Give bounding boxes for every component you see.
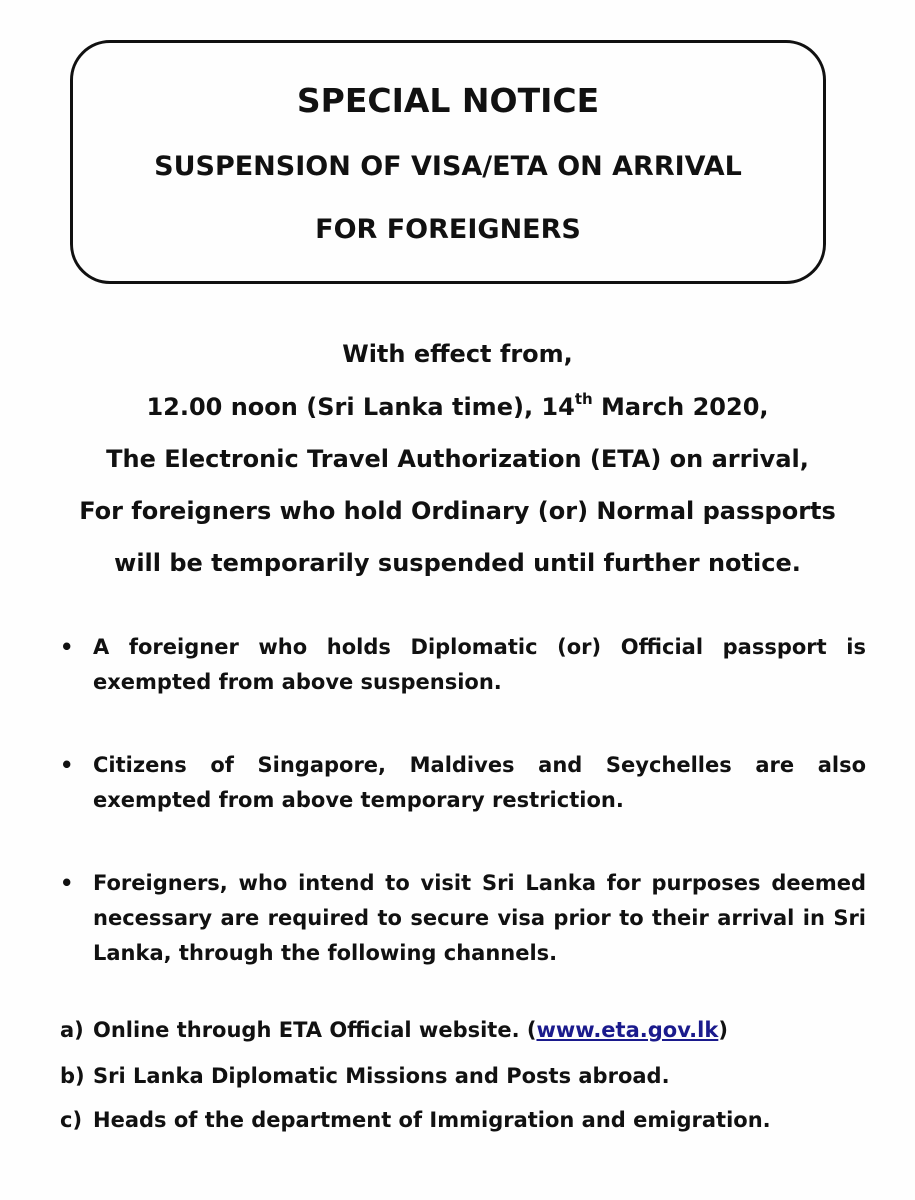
statement-line3: The Electronic Travel Authorization (ETA) on arrival, — [106, 445, 809, 473]
statement-date-suffix: th — [574, 390, 593, 408]
notice-subtitle-line1: SUSPENSION OF VISA/ETA ON ARRIVAL — [154, 151, 742, 182]
channel-item-immigration — [60, 1108, 771, 1132]
channel-text: Heads of the department of Immigration and emigration. — [93, 1108, 771, 1132]
statement-date-pre: 12.00 noon (Sri Lanka time), 14 — [146, 393, 575, 421]
channel-letter: a) — [60, 1018, 84, 1042]
bullet-text: Foreigners, who intend to visit Sri Lanka for purposes deemed necessary are required to secure visa prior to their arrival in Sri Lanka, through the following channels. — [93, 871, 866, 965]
channel-item-missions — [60, 1064, 670, 1088]
channel-text-post: ) — [718, 1018, 728, 1042]
eta-website-link[interactable]: www.eta.gov.lk — [536, 1018, 719, 1042]
notice-title: SPECIAL NOTICE — [296, 81, 600, 120]
list-item — [60, 866, 866, 971]
list-item — [60, 630, 866, 700]
statement-line4: For foreigners who hold Ordinary (or) Normal passports — [79, 497, 836, 525]
channel-letter: c) — [60, 1108, 83, 1132]
statement-date-post: March 2020, — [592, 393, 769, 421]
channel-item-online — [60, 1018, 728, 1042]
statement-line5: will be temporarily suspended until further notice. — [114, 549, 801, 577]
bullet-text: Citizens of Singapore, Maldives and Seychelles are also exempted from above temporary restriction. — [93, 753, 866, 812]
bullet-text: A foreigner who holds Diplomatic (or) Official passport is exempted from above suspension. — [93, 635, 866, 694]
notice-header-box — [70, 40, 826, 284]
notice-subtitle-line2: FOR FOREIGNERS — [315, 214, 581, 245]
channel-text-pre: Online through ETA Official website. ( — [93, 1018, 537, 1042]
list-item — [60, 748, 866, 818]
bullet-marker: • — [60, 753, 74, 777]
statement-line1: With effect from, — [342, 340, 573, 368]
bullet-marker: • — [60, 635, 74, 659]
bullet-marker: • — [60, 871, 74, 895]
channel-letter: b) — [60, 1064, 85, 1088]
statement-line2 — [0, 390, 915, 421]
channel-text: Sri Lanka Diplomatic Missions and Posts abroad. — [93, 1064, 670, 1088]
